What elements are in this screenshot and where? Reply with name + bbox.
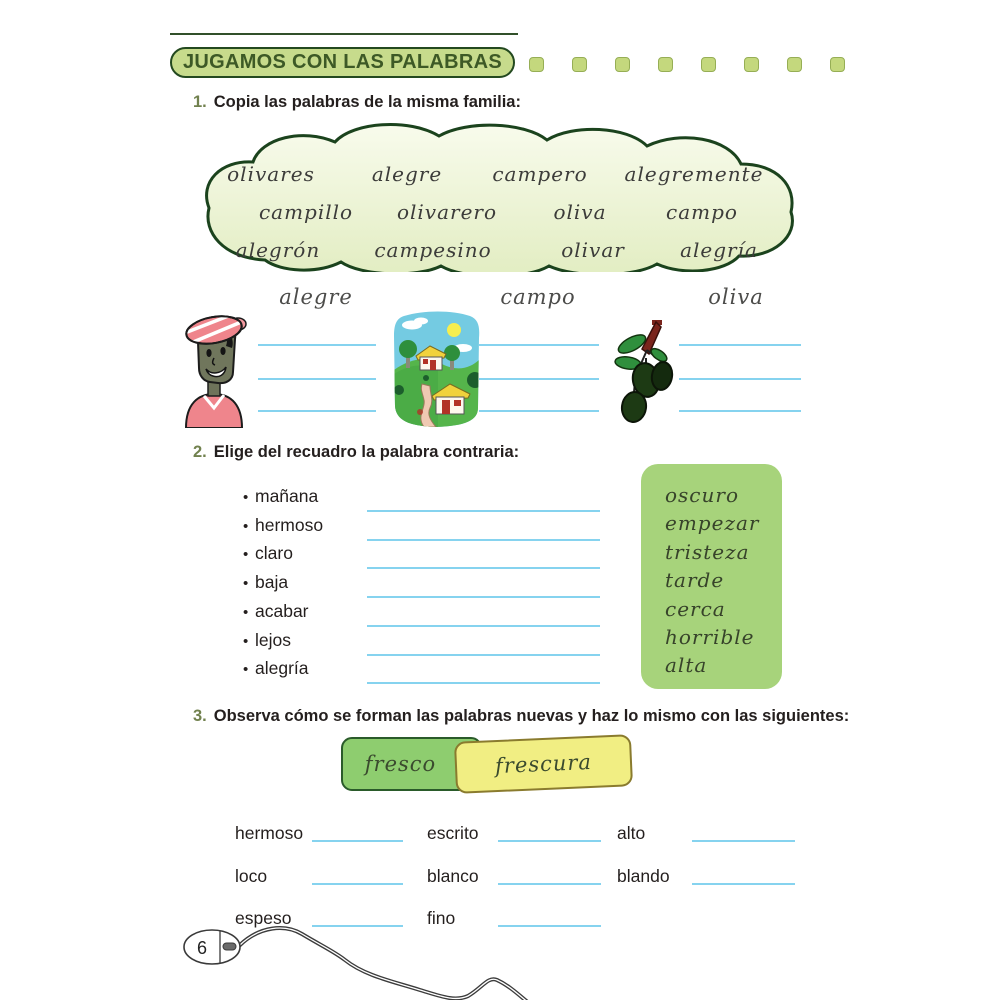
- answer-line: [479, 378, 599, 380]
- answer-line: [367, 654, 600, 656]
- answer-line: [692, 840, 795, 842]
- answer-line: [367, 539, 600, 541]
- cloud-word: campo: [666, 200, 738, 224]
- exercise1-number: 1.: [193, 93, 207, 111]
- opposite-word: lejos: [255, 629, 291, 650]
- answer-line: [679, 378, 801, 380]
- answer-lines-alegre: [258, 330, 376, 422]
- page-title: JUGAMOS CON LAS PALABRAS: [182, 51, 503, 73]
- box-word: empezar: [665, 511, 760, 536]
- page-footer-art: [150, 918, 610, 1000]
- exercise3-number: 3.: [193, 707, 207, 725]
- word-formation-grid: [235, 818, 805, 933]
- answer-line: [498, 883, 601, 885]
- cloud-word: campillo: [258, 200, 354, 224]
- countryside-illustration: [390, 308, 482, 430]
- bullet-dot: •: [243, 661, 249, 679]
- answer-lines-oliva: [679, 330, 801, 422]
- cloud-word: alegría: [680, 238, 758, 262]
- mouse-cord: [240, 928, 530, 1000]
- exercise2-instruction: Elige del recuadro la palabra contraria:: [213, 443, 520, 461]
- box-word: cerca: [665, 596, 726, 621]
- decor-square: [787, 57, 802, 72]
- cloud-word: olivarero: [396, 200, 498, 224]
- exercise1-instruction: Copia las palabras de la misma familia:: [213, 93, 521, 111]
- box-word: alta: [665, 653, 708, 678]
- decor-squares: [529, 57, 845, 72]
- answer-line: [367, 625, 600, 627]
- decor-square: [615, 57, 630, 72]
- grid-word: loco: [235, 865, 268, 886]
- answer-line: [479, 410, 599, 412]
- answer-line: [258, 344, 376, 346]
- grid-word: hermoso: [235, 823, 304, 843]
- example-derived-box: [454, 734, 633, 794]
- opposite-word: alegría: [255, 658, 309, 679]
- box-word: horrible: [665, 625, 755, 650]
- cloud-word: olivares: [227, 162, 315, 186]
- exercise3-heading: [193, 707, 849, 726]
- header-rule: [170, 33, 518, 35]
- answer-line: [498, 840, 601, 842]
- word-cloud: [195, 120, 805, 272]
- decor-square: [529, 57, 544, 72]
- exercise3-instruction: Observa cómo se forman las palabras nuevas y haz lo mismo con las siguientes:: [213, 707, 850, 725]
- bullet-dot: •: [243, 575, 249, 593]
- cloud-word: oliva: [553, 200, 607, 224]
- exercise2-heading: [193, 443, 519, 462]
- answer-line: [312, 883, 403, 885]
- exercise2-number: 2.: [193, 443, 207, 461]
- answer-line: [367, 567, 600, 569]
- answer-lines-campo: [479, 330, 599, 422]
- answer-line: [258, 410, 376, 412]
- bullet-dot: •: [243, 517, 249, 535]
- answer-line: [367, 596, 600, 598]
- column-label-alegre: alegre: [279, 285, 353, 309]
- page-number: 6: [196, 938, 208, 958]
- answer-line: [258, 378, 376, 380]
- grid-word: blando: [617, 865, 670, 886]
- opposite-word: claro: [255, 543, 293, 564]
- cloud-word: campesino: [374, 238, 492, 262]
- cloud-word: olivar: [561, 238, 625, 262]
- answer-line: [692, 883, 795, 885]
- grid-word: blanco: [427, 865, 479, 886]
- answer-line: [367, 510, 600, 512]
- column-label-oliva: oliva: [708, 285, 764, 309]
- answer-line: [679, 344, 801, 346]
- bullet-dot: •: [243, 603, 249, 621]
- grid-word: alto: [617, 823, 646, 843]
- box-word: tristeza: [665, 539, 750, 564]
- mouse-wheel-icon: [223, 943, 236, 950]
- opposite-word: mañana: [255, 486, 319, 506]
- answer-line: [479, 344, 599, 346]
- grid-row: [235, 861, 795, 887]
- olive-branch-illustration: [612, 318, 676, 428]
- decor-square: [701, 57, 716, 72]
- happy-boy-illustration: [176, 312, 252, 428]
- column-label-campo: campo: [500, 285, 576, 309]
- cloud-word: alegrón: [235, 238, 321, 262]
- answer-line: [679, 410, 801, 412]
- answer-line: [312, 840, 403, 842]
- example-base-word: fresco: [364, 752, 437, 776]
- grid-word: escrito: [427, 823, 479, 843]
- box-word: tarde: [665, 568, 725, 593]
- decor-square: [744, 57, 759, 72]
- answers-word-box: [641, 464, 782, 689]
- opposite-word: hermoso: [255, 514, 324, 535]
- exercise1-heading: [193, 93, 521, 112]
- bullet-dot: •: [243, 489, 249, 506]
- grid-word: fino: [427, 908, 456, 928]
- bullet-dot: •: [243, 632, 249, 650]
- grid-row: [235, 818, 795, 844]
- opposite-word: baja: [255, 572, 289, 593]
- decor-square: [658, 57, 673, 72]
- opposite-word: acabar: [255, 600, 309, 621]
- cloud-word: campero: [492, 162, 588, 186]
- decor-square: [572, 57, 587, 72]
- cloud-word: alegre: [371, 162, 443, 186]
- example-derived-word: frescura: [494, 749, 593, 779]
- title-pill: [170, 47, 515, 78]
- grid-word: espeso: [235, 908, 292, 928]
- cloud-word: alegremente: [624, 162, 764, 186]
- decor-square: [830, 57, 845, 72]
- answer-line: [367, 682, 600, 684]
- box-word: oscuro: [665, 483, 739, 507]
- bullet-dot: •: [243, 546, 249, 564]
